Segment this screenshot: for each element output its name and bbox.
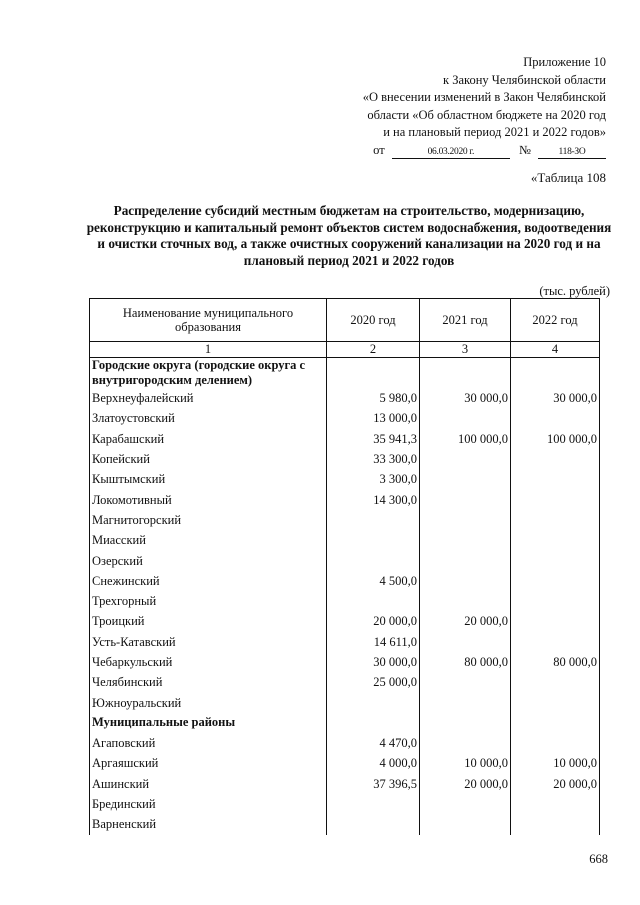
header-date-line	[286, 142, 606, 160]
municipality-name: Снежинский	[90, 571, 327, 591]
municipality-name: Верхнеуфалейский	[90, 388, 327, 408]
table-row	[90, 530, 600, 550]
amount-cell	[420, 550, 511, 570]
header-law-title-3: и на плановый период 2021 и 2022 годов»	[383, 125, 606, 140]
table-row	[90, 774, 600, 794]
amount-cell: 20 000,0	[511, 774, 600, 794]
amount-cell	[420, 672, 511, 692]
page-number: 668	[589, 852, 608, 866]
amount-cell: 100 000,0	[420, 429, 511, 449]
header-law-title-2: области «Об областном бюджете на 2020 год	[367, 107, 606, 122]
amount-cell	[511, 672, 600, 692]
empty-cell	[420, 713, 511, 733]
table-row	[90, 672, 600, 692]
amount-cell	[511, 489, 600, 509]
number-label: №	[518, 142, 531, 157]
col-header-2022: 2022 год	[511, 299, 600, 342]
table-row	[90, 550, 600, 570]
amount-cell	[420, 449, 511, 469]
amount-cell: 3 300,0	[327, 469, 420, 489]
amount-cell: 35 941,3	[327, 429, 420, 449]
empty-cell	[511, 713, 600, 733]
amount-cell: 4 470,0	[327, 733, 420, 753]
amount-cell	[420, 469, 511, 489]
municipality-name: Челябинский	[90, 672, 327, 692]
municipality-name: Карабашский	[90, 429, 327, 449]
amount-cell	[327, 692, 420, 712]
amount-cell	[511, 571, 600, 591]
amount-cell	[420, 733, 511, 753]
empty-cell	[327, 713, 420, 733]
from-label: от	[373, 142, 385, 157]
amount-cell: 20 000,0	[420, 611, 511, 631]
amount-cell: 4 000,0	[327, 753, 420, 773]
table-row	[90, 753, 600, 773]
table-label: «Таблица 108	[530, 170, 606, 185]
municipality-name: Усть-Катавский	[90, 632, 327, 652]
header-appendix: Приложение 10	[523, 55, 606, 69]
number-field: 118-ЗО	[538, 146, 606, 159]
col-number: 4	[511, 342, 600, 358]
header-law-title-1: «О внесении изменений в Закон Челябинской	[362, 90, 606, 105]
table-row	[90, 733, 600, 753]
document-header	[286, 54, 606, 160]
amount-cell: 80 000,0	[420, 652, 511, 672]
amount-cell	[511, 794, 600, 814]
table-row	[90, 611, 600, 631]
section-title: Городские округа (городские округа с внутригородским делением)	[90, 358, 327, 389]
table-row	[90, 489, 600, 509]
table-row	[90, 388, 600, 408]
amount-cell	[511, 469, 600, 489]
amount-cell: 10 000,0	[420, 753, 511, 773]
empty-cell	[327, 358, 420, 389]
municipality-name: Миасский	[90, 530, 327, 550]
column-number-row	[90, 342, 600, 358]
amount-cell: 4 500,0	[327, 571, 420, 591]
amount-cell: 30 000,0	[511, 388, 600, 408]
municipality-name: Брединский	[90, 794, 327, 814]
amount-cell	[420, 692, 511, 712]
table-row	[90, 469, 600, 489]
amount-cell: 14 300,0	[327, 489, 420, 509]
amount-cell	[511, 733, 600, 753]
amount-cell: 37 396,5	[327, 774, 420, 794]
municipality-name: Копейский	[90, 449, 327, 469]
amount-cell: 14 611,0	[327, 632, 420, 652]
col-header-2021: 2021 год	[420, 299, 511, 342]
table-row	[90, 571, 600, 591]
amount-cell	[420, 489, 511, 509]
table-row	[90, 814, 600, 834]
table-row	[90, 449, 600, 469]
amount-cell	[511, 449, 600, 469]
municipality-name: Кыштымский	[90, 469, 327, 489]
amount-cell	[511, 814, 600, 834]
amount-cell	[511, 510, 600, 530]
amount-cell	[511, 692, 600, 712]
amount-cell	[327, 591, 420, 611]
empty-cell	[420, 358, 511, 389]
amount-cell: 30 000,0	[420, 388, 511, 408]
amount-cell	[511, 591, 600, 611]
municipality-name: Златоустовский	[90, 408, 327, 428]
table-row	[90, 794, 600, 814]
amount-cell: 13 000,0	[327, 408, 420, 428]
amount-cell	[420, 814, 511, 834]
municipality-name: Ашинский	[90, 774, 327, 794]
amount-cell	[420, 794, 511, 814]
municipality-name: Магнитогорский	[90, 510, 327, 530]
table-header-row	[90, 299, 600, 342]
amount-cell: 5 980,0	[327, 388, 420, 408]
amount-cell: 20 000,0	[327, 611, 420, 631]
units-label: (тыс. рублей)	[539, 284, 610, 298]
amount-cell: 80 000,0	[511, 652, 600, 672]
table-row	[90, 692, 600, 712]
municipality-name: Чебаркульский	[90, 652, 327, 672]
empty-cell	[511, 358, 600, 389]
amount-cell	[420, 530, 511, 550]
col-number: 3	[420, 342, 511, 358]
table-row	[90, 652, 600, 672]
amount-cell	[420, 632, 511, 652]
municipality-name: Троицкий	[90, 611, 327, 631]
date-field: 06.03.2020 г.	[392, 146, 510, 159]
amount-cell	[511, 611, 600, 631]
col-number: 1	[90, 342, 327, 358]
amount-cell	[327, 510, 420, 530]
amount-cell: 10 000,0	[511, 753, 600, 773]
amount-cell: 20 000,0	[420, 774, 511, 794]
municipality-name: Озерский	[90, 550, 327, 570]
document-title: Распределение субсидий местным бюджетам на строительство, модернизацию, реконструкцию и капитальный ремонт объектов систем водоснабжения, водоотведения и очистки сточных вод, а также очистных сооружений канализации на 2020 год и на плановый период 2021 и 2022 годов	[86, 203, 612, 268]
amount-cell	[327, 530, 420, 550]
table-body	[90, 358, 600, 835]
section-row	[90, 713, 600, 733]
municipality-name: Южноуральский	[90, 692, 327, 712]
amount-cell	[420, 408, 511, 428]
amount-cell	[327, 550, 420, 570]
municipality-name: Аргаяшский	[90, 753, 327, 773]
table-row	[90, 429, 600, 449]
amount-cell	[511, 408, 600, 428]
section-row	[90, 358, 600, 389]
table-row	[90, 408, 600, 428]
municipality-name: Агаповский	[90, 733, 327, 753]
amount-cell: 100 000,0	[511, 429, 600, 449]
col-header-name: Наименование муниципального образования	[90, 299, 327, 342]
table-row	[90, 632, 600, 652]
amount-cell	[420, 591, 511, 611]
col-header-2020: 2020 год	[327, 299, 420, 342]
table-row	[90, 510, 600, 530]
municipality-name: Трехгорный	[90, 591, 327, 611]
municipality-name: Локомотивный	[90, 489, 327, 509]
table-row	[90, 591, 600, 611]
amount-cell	[327, 794, 420, 814]
amount-cell	[327, 814, 420, 834]
subsidy-table	[89, 298, 600, 835]
amount-cell: 25 000,0	[327, 672, 420, 692]
section-title: Муниципальные районы	[90, 713, 327, 733]
col-number: 2	[327, 342, 420, 358]
amount-cell	[511, 530, 600, 550]
header-law-ref: к Закону Челябинской области	[443, 72, 606, 87]
amount-cell	[420, 510, 511, 530]
municipality-name: Варненский	[90, 814, 327, 834]
amount-cell: 33 300,0	[327, 449, 420, 469]
amount-cell	[511, 632, 600, 652]
amount-cell	[511, 550, 600, 570]
amount-cell: 30 000,0	[327, 652, 420, 672]
amount-cell	[420, 571, 511, 591]
